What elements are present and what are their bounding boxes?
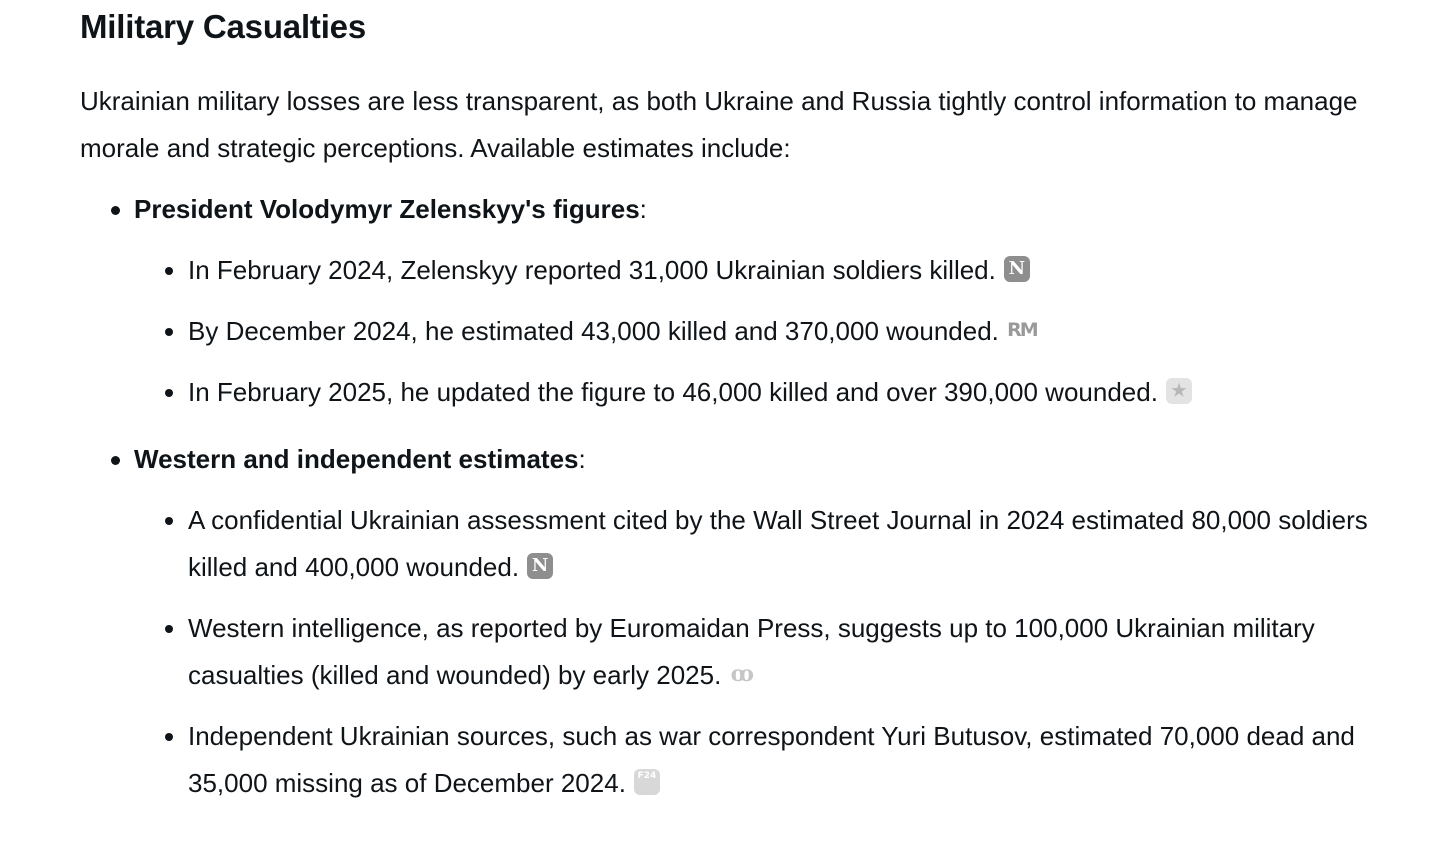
group-heading-zelenskyy: President Volodymyr Zelenskyy's figures <box>134 194 640 224</box>
section-title: Military Casualties <box>80 8 366 45</box>
list-item-text: Independent Ukrainian sources, such as war correspondent Yuri Butusov, estimated 70,000 dead and 35,000 missing as of December 2024. <box>188 721 1355 798</box>
intro-paragraph: Ukrainian military losses are less transparent, as both Ukraine and Russia tightly control information to manage morale and strategic perceptions. Available estimates include: <box>80 86 1358 163</box>
heading-colon: : <box>639 194 647 224</box>
group-heading-western: Western and independent estimates <box>134 444 579 474</box>
list-item-text: A confidential Ukrainian assessment cited by the Wall Street Journal in 2024 estimated 80,000 soldiers killed and 400,000 wounded. <box>188 505 1368 582</box>
swirl-logo-icon[interactable]: ꝏ <box>730 661 754 688</box>
star-logo-icon[interactable]: ★ <box>1166 378 1192 404</box>
list-item <box>134 497 1420 591</box>
bullet <box>111 456 120 465</box>
n-logo-icon[interactable]: N <box>1004 256 1030 282</box>
sub-list-zelenskyy <box>134 247 1420 416</box>
list-item <box>134 308 1420 355</box>
list-item <box>134 247 1420 294</box>
heading-colon: : <box>578 444 586 474</box>
bullet <box>165 389 173 397</box>
bullet <box>165 625 173 633</box>
bullet <box>165 733 173 741</box>
bullet <box>165 328 173 336</box>
list-item <box>134 713 1420 807</box>
article-section <box>80 6 1420 807</box>
list-item-text: By December 2024, he estimated 43,000 killed and 370,000 wounded. <box>188 316 999 346</box>
bullet <box>165 267 173 275</box>
rm-logo-icon[interactable]: RM <box>1007 319 1037 342</box>
france24-logo-icon[interactable]: F24 <box>634 769 660 795</box>
list-item-text: Western intelligence, as reported by Euromaidan Press, suggests up to 100,000 Ukrainian military casualties (killed and wounded) by early 2025. <box>188 613 1315 690</box>
list-item <box>134 369 1420 416</box>
list-item-text: In February 2024, Zelenskyy reported 31,000 Ukrainian soldiers killed. <box>188 255 996 285</box>
list-item-text: In February 2025, he updated the figure to 46,000 killed and over 390,000 wounded. <box>188 377 1158 407</box>
bullet <box>111 206 120 215</box>
list-item <box>134 605 1420 699</box>
sub-list-western <box>134 497 1420 807</box>
n-logo-icon[interactable]: N <box>527 553 553 579</box>
bullet <box>165 517 173 525</box>
list-item-zelenskyy-figures <box>80 186 1420 416</box>
estimates-list <box>80 186 1420 807</box>
list-item-western-estimates <box>80 436 1420 807</box>
